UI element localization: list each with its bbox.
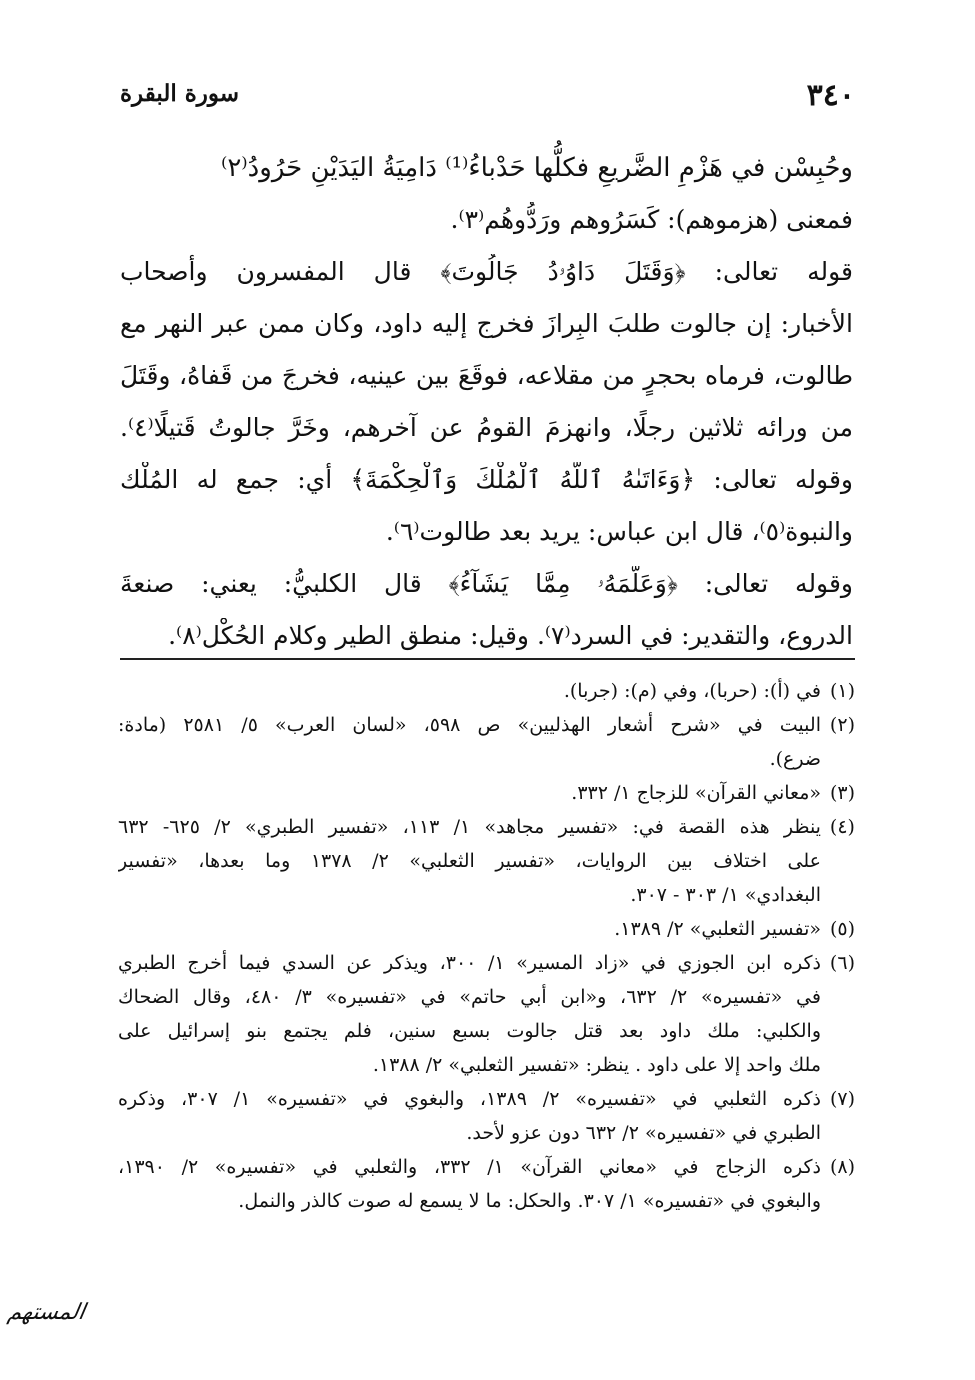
footnote-text: ذكره ابن الجوزي في «زاد المسير» ١/ ٣٠٠، ويذكر عن السدي فيما أخرج الطبري: [118, 952, 821, 974]
footnote-5: [118, 912, 855, 946]
text-line: وقوله تعالى: ﴿وَءَاتَىٰهُ ٱللَّهُ ٱلْمُلْكَ وَٱلْحِكْمَةَ﴾ أي: جمع له المُلْك: [120, 465, 853, 494]
footnote-8: [118, 1150, 855, 1218]
text-line: الأخبار: إن جالوت طلبَ البِرازَ فخرج إليه داود، وكان ممن عبر النهر مع: [120, 309, 853, 338]
footnote-text: والبغوي في «تفسيره» ١/ ٣٠٧. والحكل: ما لا يسمع له صوت كالذر والنمل.: [238, 1190, 821, 1212]
text-line: قوله تعالى: ﴿وَقَتَلَ دَاوُۥدُ جَالُوتَ﴾ قال المفسرون وأصحاب: [120, 257, 853, 286]
footnote-text: في (أ): (حربا)، وفي (م): (جربا).: [563, 680, 821, 702]
text-line: والنبوة⁽٥⁾، قال ابن عباس: يريد بعد طالوت⁽٦⁾.: [385, 517, 853, 546]
footnote-text: «تفسير الثعلبي» ٢/ ١٣٨٩.: [614, 918, 821, 940]
text-line: فمعنى (هزموهم): كَسَرُوهم ورَدُّوهُم⁽٣⁾.: [450, 205, 853, 234]
text-line: وقوله تعالى: ﴿وَعَلَّمَهُۥ مِمَّا يَشَآءُ﴾ قال الكلبيُّ: يعني: صنعةَ: [120, 569, 853, 598]
footnote-number: (٢): [829, 714, 855, 736]
text-line: من ورائه ثلاثين رجلًا، وانهزمَ القومُ عن آخرهم، وخَرَّ جالوتُ قَتيلًا⁽٤⁾.: [120, 413, 853, 442]
footnote-4: [118, 810, 855, 912]
text-line: طالوت، فرماه بحجرٍ من مقلاعه، فوقَعَ بين عينيه، فخرجَ من قَفاهُ، وقَتَلَ: [120, 361, 853, 390]
footnote-text: في «تفسيره» ٢/ ٦٣٢، و«ابن أبي حاتم» في «تفسيره» ٣/ ٤٨٠، وقال الضحاك: [118, 986, 821, 1008]
surah-title: سورة البقرة: [120, 80, 240, 107]
footnote-number: (٥): [829, 918, 855, 940]
logo-text: المستهم: [5, 1300, 87, 1325]
footnote-number: (١): [829, 680, 855, 702]
footnote-7: [118, 1082, 855, 1150]
page-header: [120, 78, 855, 118]
footnote-text: ذكره الزجاج في «معاني القرآن» ١/ ٣٣٢، والثعلبي في «تفسيره» ٢/ ١٣٩٠،: [118, 1156, 821, 1178]
publisher-logo: [5, 1300, 128, 1370]
footnote-number: (٧): [829, 1088, 855, 1110]
footnote-text: والكلبي: ملك داود بعد قتل جالوت بسبع سنين، فلم يجتمع بنو إسرائيل على: [118, 1020, 821, 1042]
footnote-1: [118, 674, 855, 708]
footnote-number: (٦): [829, 952, 855, 974]
footnote-text: الطبري في «تفسيره» ٢/ ٦٣٢ دون عزو لأحد.: [466, 1122, 821, 1144]
footnote-number: (٨): [829, 1156, 855, 1178]
footnote-text: البغدادي» ١/ ٣٠٣ - ٣٠٧.: [630, 884, 821, 906]
footnote-text: «معاني القرآن» للزجاج ١/ ٣٣٢.: [571, 782, 821, 804]
poetry-verse: وحُبِسْن في هَزْمِ الضَّريعِ فكلُّها حَدْباءُ⁽¹⁾ دَامِيَةُ اليَدَيْنِ حَرُودُ⁽٢⁾: [220, 153, 853, 183]
footnote-number: (٣): [829, 782, 855, 804]
footnote-divider: [120, 658, 855, 660]
footnote-text: على اختلاف بين الروايات، «تفسير الثعلبي» ٢/ ١٣٧٨ وما بعدها، «تفسير: [118, 850, 821, 872]
footnote-text: ملك واحد إلا على داود . ينظر: «تفسير الثعلبي» ٢/ ١٣٨٨.: [372, 1054, 821, 1076]
footnote-number: (٤): [829, 816, 855, 838]
footnote-text: ينظر هذه القصة في: «تفسير مجاهد» ١/ ١١٣، «تفسير الطبري» ٢/ ٦٢٥- ٦٣٢: [118, 816, 821, 838]
footnote-3: [118, 776, 855, 810]
footnotes: [118, 674, 855, 1218]
page-number: ٣٤٠: [806, 78, 855, 113]
main-text: [120, 150, 853, 670]
footnote-text: البيت في «شرح أشعار الهذليين» ص ٥٩٨، «لسان العرب» ٥/ ٢٥٨١ (مادة:: [118, 714, 821, 736]
text-line: الدروع، والتقدير: في السرد⁽٧⁾. وقيل: منطق الطير وكلام الحُكْل⁽٨⁾.: [168, 621, 853, 650]
footnote-text: ذكره الثعلبي في «تفسيره» ٢/ ١٣٨٩، والبغوي في «تفسيره» ١/ ٣٠٧، وذكره: [118, 1088, 821, 1110]
footnote-2: [118, 708, 855, 776]
footnote-6: [118, 946, 855, 1082]
footnote-text: ضرع).: [769, 748, 821, 770]
